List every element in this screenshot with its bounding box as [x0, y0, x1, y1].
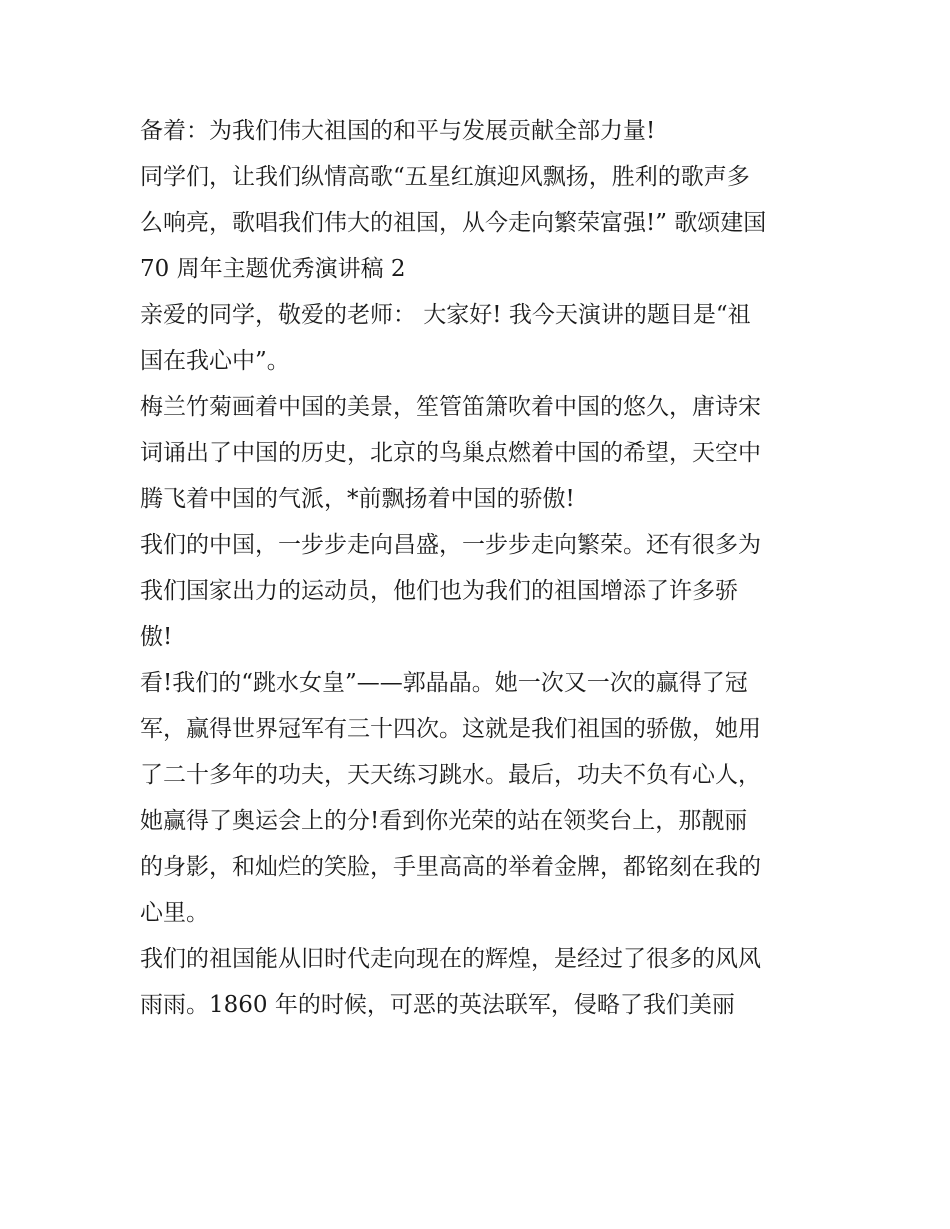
text-line: 备着：为我们伟大祖国的和平与发展贡献全部力量! [140, 118, 656, 144]
text-line: 亲爱的同学，敬爱的老师： 大家好! 我今天演讲的题目是“祖 [140, 302, 751, 328]
text-line: 我们的祖国能从旧时代走向现在的辉煌，是经过了很多的风风 [140, 946, 761, 972]
text-line: 雨雨。1860 年的时候，可恶的英法联军，侵略了我们美丽 [140, 992, 735, 1018]
text-line: 看!我们的“跳水女皇”——郭晶晶。她一次又一次的赢得了冠 [140, 670, 748, 696]
text-line: 她赢得了奥运会上的分!看到你光荣的站在领奖台上，那靓丽 [140, 808, 748, 834]
text-line: 么响亮，歌唱我们伟大的祖国，从今走向繁荣富强!” 歌颂建国 [140, 210, 767, 236]
text-line: 国在我心中”。 [140, 348, 290, 374]
text-line: 词诵出了中国的历史，北京的鸟巢点燃着中国的希望，天空中 [140, 440, 761, 466]
text-line: 梅兰竹菊画着中国的美景，笙管笛箫吹着中国的悠久，唐诗宋 [140, 394, 761, 420]
body-text [140, 108, 820, 1028]
text-line: 军，赢得世界冠军有三十四次。这就是我们祖国的骄傲，她用 [140, 716, 761, 742]
text-line: 的身影，和灿烂的笑脸，手里高高的举着金牌，都铭刻在我的 [140, 854, 761, 880]
text-line: 心里。 [140, 900, 209, 926]
section-heading: 70 周年主题优秀演讲稿 2 [140, 256, 406, 282]
text-line: 我们国家出力的运动员，他们也为我们的祖国增添了许多骄 [140, 578, 738, 604]
text-line: 傲! [140, 624, 173, 650]
text-line: 腾飞着中国的气派，*前飘扬着中国的骄傲! [140, 486, 575, 512]
text-line: 我们的中国，一步步走向昌盛，一步步走向繁荣。还有很多为 [140, 532, 761, 558]
text-line: 同学们，让我们纵情高歌“五星红旗迎风飘扬，胜利的歌声多 [140, 164, 750, 190]
text-line: 了二十多年的功夫，天天练习跳水。最后，功夫不负有心人， [140, 762, 761, 788]
